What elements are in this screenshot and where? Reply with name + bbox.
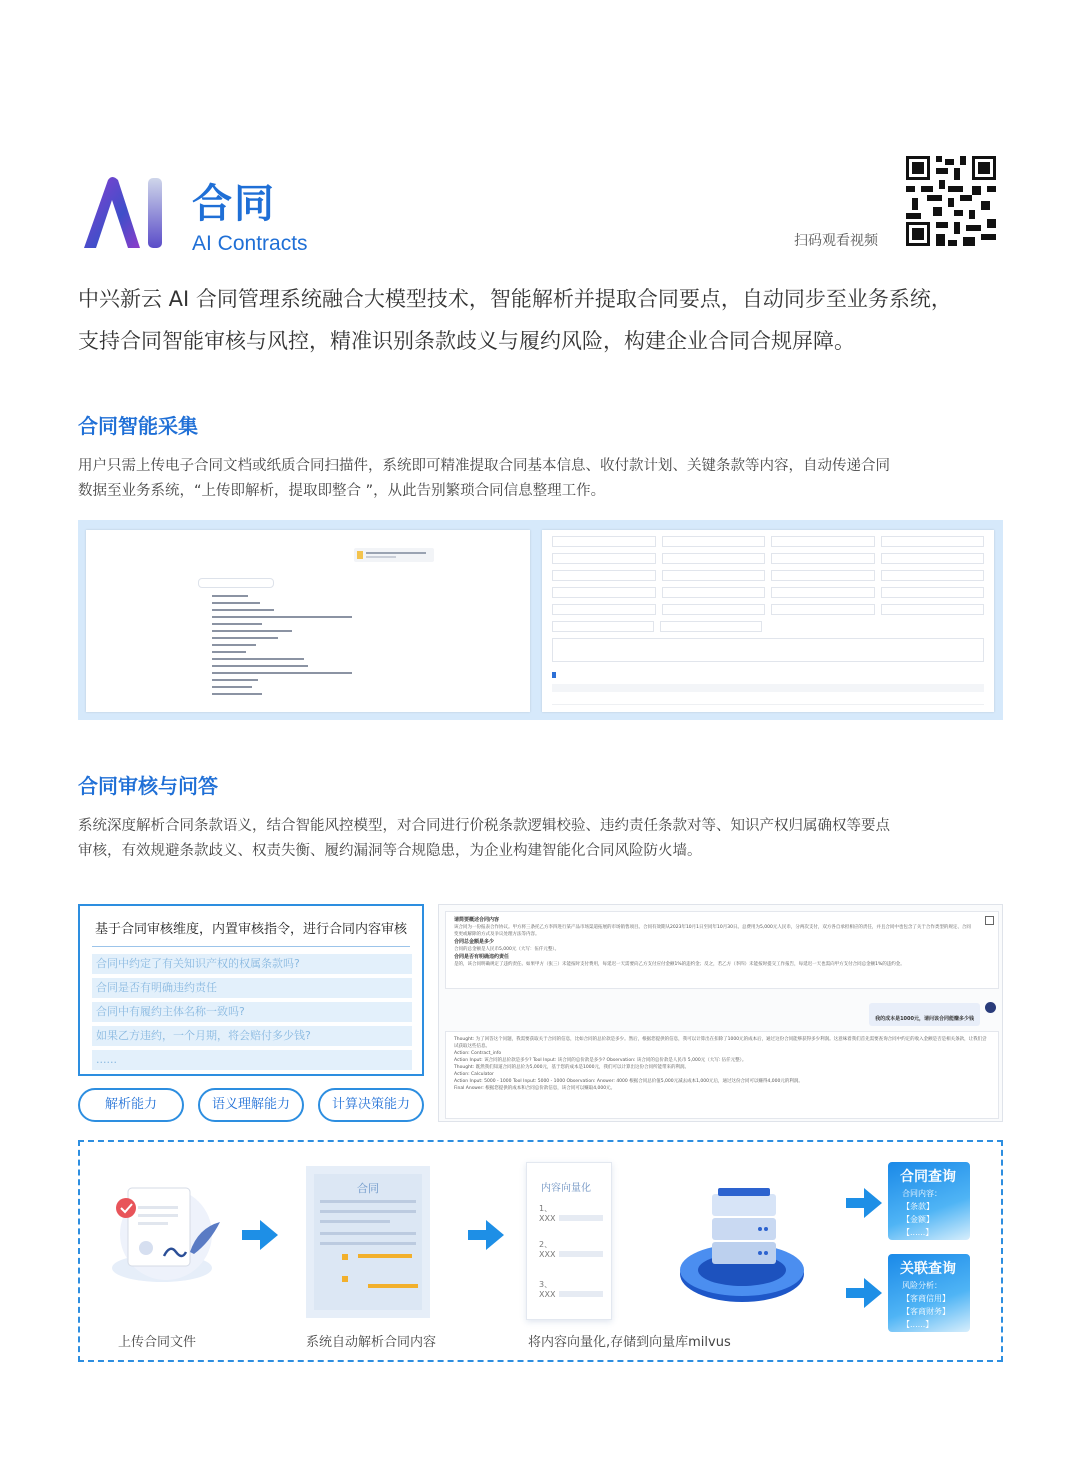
intro-paragraph [78, 278, 1008, 362]
calculation-capability-button[interactable]: 计算决策能力 [318, 1088, 424, 1122]
vector-item: 2、 XXX [539, 1240, 556, 1259]
file-icon [357, 551, 363, 559]
parsed-document [306, 1166, 430, 1318]
arrow-right-icon [468, 1218, 504, 1252]
review-heading: 基于合同审核维度，内置审核指令，进行合同内容审核 [94, 922, 407, 937]
arrow-right-icon [242, 1218, 278, 1252]
arrow-right-icon [846, 1276, 882, 1310]
chat-answer: 合同的总金额是人民币5,000元（大写：伍仟元整）。 [454, 947, 560, 952]
contract-query-title: 合同查询 [900, 1169, 956, 1185]
parsed-document-title: 合同 [357, 1182, 379, 1195]
flow-step-label: 将内容向量化,存储到向量库milvus [528, 1335, 731, 1350]
contract-query-item: 【金额】 [902, 1215, 934, 1224]
highlight-marker [342, 1276, 348, 1282]
highlight-marker [358, 1254, 412, 1258]
user-avatar [985, 1002, 996, 1013]
vector-item: 1、 XXX [539, 1204, 556, 1223]
flow-step-label: 系统自动解析合同内容 [306, 1335, 437, 1350]
vectorization-card [526, 1162, 612, 1320]
ai-logo-icon [78, 172, 170, 252]
extracted-fields [212, 592, 352, 700]
chat-question: 合同总金额是多少 [454, 939, 495, 945]
chat-question: 请简要概述合同内容 [454, 917, 500, 923]
intro-line: 中兴新云 AI 合同管理系统融合大模型技术，智能解析并提取合同要点，自动同步至业务系统， [78, 287, 952, 311]
contract-query-sub: 合同内容： [902, 1189, 942, 1198]
section-line: 数据至业务系统，“上传即解析，提取即整合 ”，从此告别繁琐合同信息整理工作。 [78, 483, 606, 499]
file-chip [354, 548, 434, 562]
reasoning-message [445, 1031, 999, 1119]
review-question[interactable]: 合同中有履约主体名称一致吗? [92, 1002, 412, 1022]
reasoning-line: Action Input: 5000 - 1000 Tool Input: 5000 - 1000 Observation: Answer: 4000 根据合同总价值5,000元减去成本1,000元后，通过这份合同可以赚得4,000元的利润。 [454, 1079, 803, 1084]
review-question[interactable]: 如果乙方违约，一个月期，将会赔付多少钱? [92, 1026, 412, 1046]
reasoning-line: Action: Calculator [454, 1072, 494, 1077]
related-query-title: 关联查询 [900, 1261, 956, 1277]
extraction-form-preview [542, 530, 994, 712]
flow-step-label: 上传合同文件 [118, 1335, 197, 1350]
document-preview [86, 530, 530, 712]
chat-question: 合同是否有明确违约责任 [454, 954, 510, 960]
reasoning-line: Thought: 既然我们知道合同的总价为5,000元，基于您的成本是1000元，我们可以计算出这份合同所能带来的利润。 [454, 1065, 689, 1070]
contract-query-item: 【条款】 [902, 1202, 934, 1211]
page-title: 合同 [192, 181, 276, 227]
section-text-review [78, 814, 1006, 864]
review-question[interactable]: 合同是否有明确违约责任 [92, 978, 412, 998]
highlight-marker [342, 1254, 348, 1260]
contract-query-card[interactable] [888, 1162, 970, 1240]
highlight-marker [368, 1284, 418, 1288]
related-query-item: 【......】 [902, 1320, 934, 1329]
version-select[interactable] [198, 578, 274, 588]
section-line: 用户只需上传电子合同文档或纸质合同扫描件，系统即可精准提取合同基本信息、收付款计划、关键条款等内容，自动传递合同 [78, 458, 890, 474]
section-text-collection [78, 454, 1006, 504]
vectorization-title: 内容向量化 [541, 1183, 591, 1194]
page-subtitle: AI Contracts [192, 232, 308, 255]
form-fields [552, 536, 984, 705]
section-line: 系统深度解析合同条款语义，结合智能风控模型，对合同进行价税条款逻辑校验、违约责任条款对等、知识产权归属确权等要点 [78, 818, 890, 834]
reasoning-line: Action Input: 该合同的总价款是多少? Tool Input: 该合同的总价款是多少? Observation: 该合同的总价款是人民币 5,000元（大写: 伍仟元整）。 [454, 1058, 747, 1063]
chat-answer: 该合同为一份报表合作协议。甲方将三条托乙方李四进行某产品市场渠道拓展的市场销售项目。合同有效期从2023年10月1日至同年10月30日。总费用为5,000元人民币，分两次支付，双方各自承担相应的责任，并且合同中也包含了关于合作类型的规定、合同变更或解除的方式及争议处理方法等内容。 [454, 925, 971, 937]
assistant-message [445, 911, 999, 989]
section-title-review: 合同审核与问答 [78, 774, 218, 798]
parse-capability-button[interactable]: 解析能力 [78, 1088, 184, 1122]
section-title-collection: 合同智能采集 [78, 414, 198, 438]
user-message: 我的成本是1000元，请问该合同能赚多少钱 [869, 1003, 980, 1026]
related-query-item: 【客商财务】 [902, 1307, 950, 1316]
reasoning-line: Thought: 为了回答这个问题，我需要获取关于合同的信息，比如合同的总价款是多少。然后，根据您提供的信息，我可以计算出在扣除了1000元的成本后，通过这份合同能够获得多少利润。这意味着我们首先需要查询合同中约定的收入金额是否是相关条款，让我们尝试获取这些信息。 [454, 1037, 987, 1049]
reasoning-line: Final Answer: 根据您提供的成本和合同总价款信息，该合同可以赚取4,000元。 [454, 1086, 616, 1091]
review-question[interactable]: ...... [92, 1050, 412, 1070]
chat-answer: 是的，该合同明确规定了违约责任。如果甲方（张三）未能按时支付费用，每延迟一天需要向乙方支付应付金额1%的违约金；反之，若乙方（李四）未能按时提交工作报告，每延迟一天也需向甲方支付合同总金额1%的违约金。 [454, 962, 905, 967]
reasoning-line: Action: Contract_info [454, 1051, 502, 1056]
upload-contract-icon [106, 1168, 226, 1288]
intro-line: 支持合同智能审核与风控，精准识别条款歧义与履约风险，构建企业合同合规屏障。 [78, 329, 855, 353]
qr-code-icon[interactable] [906, 156, 996, 246]
semantic-capability-button[interactable]: 语义理解能力 [198, 1088, 304, 1122]
related-query-sub: 风险分析： [902, 1281, 942, 1290]
vector-item: 3、 XXX [539, 1280, 556, 1299]
qr-label: 扫码观看视频 [794, 233, 878, 249]
review-instructions-box [78, 904, 424, 1076]
contract-query-item: 【......】 [902, 1228, 934, 1237]
related-query-card[interactable] [888, 1254, 970, 1332]
arrow-right-icon [846, 1186, 882, 1220]
section-line: 审核，有效规避条款歧义、权责失衡、履约漏洞等合规隐患，为企业构建智能化合同风险防火墙。 [78, 843, 702, 859]
copy-icon[interactable] [985, 916, 994, 925]
vector-database-icon [674, 1180, 814, 1310]
related-query-item: 【客商信用】 [902, 1294, 950, 1303]
chat-window [438, 904, 1003, 1122]
review-question[interactable]: 合同中约定了有关知识产权的权属条款吗? [92, 954, 412, 974]
